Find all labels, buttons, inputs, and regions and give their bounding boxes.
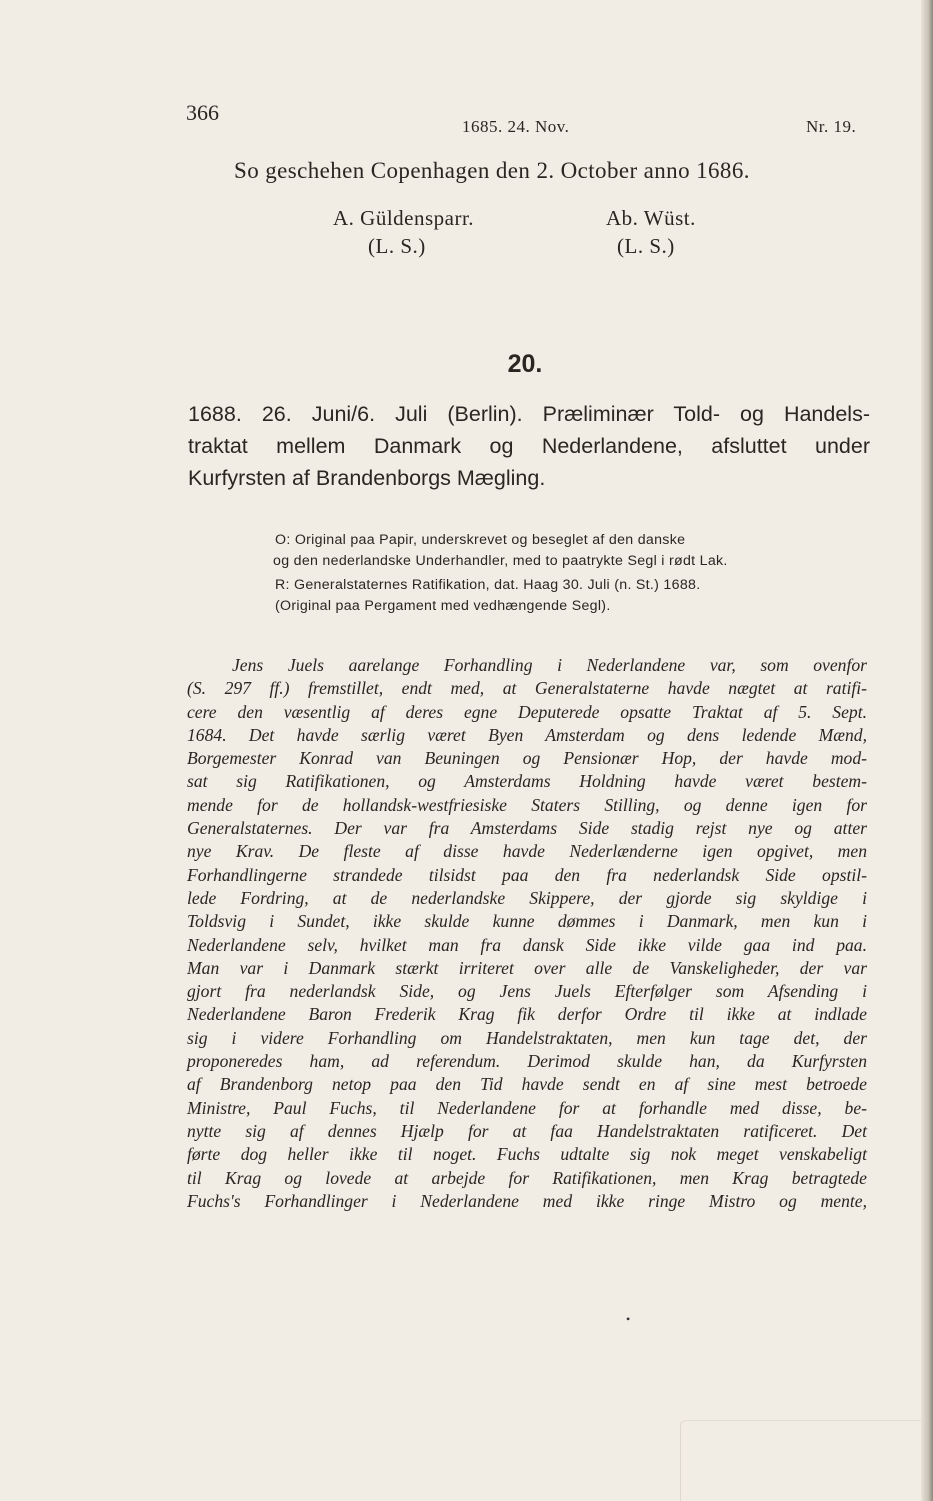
body-line: Generalstaternes. Der var fra Amsterdams Side stadig rejst nye og atter [187,818,867,839]
body-line: førte dog heller ikke til noget. Fuchs udtalte sig nok meget venskabeligt [187,1144,867,1165]
page-number: 366 [186,100,219,125]
body-line: sat sig Ratifikationen, og Amsterdams Holdning havde været bestem- [187,771,867,792]
body-line: Jens Juels aarelange Forhandling i Nederlandene var, som ovenfor [232,655,867,675]
body-line: Ministre, Paul Fuchs, til Nederlandene for at forhandle med disse, be- [187,1097,867,1118]
source-line: O: Original paa Papir, underskrevet og beseglet af den danske [275,532,686,548]
body-line: 1684. Det havde særlig været Byen Amsterdam og dens ledende Mænd, [187,724,867,745]
body-line: til Krag og lovede at arbejde for Ratifikationen, men Krag betragtede [187,1167,867,1188]
body-line: Man var i Danmark stærkt irriteret over alle de Vanskeligheder, der var [187,957,867,978]
document-heading [188,398,870,494]
signatory-name: Ab. Wüst. [606,206,696,230]
body-line: proponeredes ham, ad referendum. Derimod skulde han, da Kurfyrsten [187,1051,867,1072]
body-line: af Brandenborg netop paa den Tid havde sendt en af sine mest betroede [187,1074,867,1095]
heading-line: traktat mellem Danmark og Nederlandene, afsluttet under [188,434,870,458]
heading-line: Kurfyrsten af Brandenborgs Mægling. [188,466,546,490]
body-line: nytte sig af dennes Hjælp for at faa Handelstraktaten ratificeret. Det [187,1120,867,1141]
heading-line: 1688. 26. Juni/6. Juli (Berlin). Præliminær Told- og Handels- [188,402,870,426]
body-line: Forhandlingerne strandede tilsidst paa den fra nederlandsk Side opstil- [187,864,867,885]
closing-formula: So geschehen Copenhagen den 2. October anno 1686. [234,158,750,183]
body-line: Toldsvig i Sundet, ikke skulde kunne dømmes i Danmark, men kun i [187,911,867,932]
page-edge [921,0,933,1501]
body-line: Borgemester Konrad van Beuningen og Pensionær Hop, der havde mod- [187,748,867,769]
body-line: Fuchs's Forhandlinger i Nederlandene med ikke ringe Mistro og mente, [187,1190,867,1211]
source-notes [275,530,728,617]
body-line: gjort fra nederlandsk Side, og Jens Juels Efterfølger som Afsending i [187,981,867,1002]
header-document-nr: Nr. 19. [806,117,857,136]
signatory-seal: (L. S.) [617,234,675,258]
source-line: og den nederlandske Underhandler, med to paatrykte Segl i rødt Lak. [273,553,728,569]
body-line: sig i videre Forhandling om Handelstraktaten, men kun tage det, der [187,1027,867,1048]
body-line: Nederlandene selv, hvilket man fra dansk Side ikke vilde gaa ind paa. [187,934,867,955]
scan-artifact [680,1420,921,1501]
document-number: 20. [507,350,543,378]
body-line: cere den væsentlig af deres egne Deputerede opsatte Traktat af 5. Sept. [187,701,867,722]
header-date: 1685. 24. Nov. [462,117,570,136]
body-line: lede Fordring, at de nederlandske Skippere, der gjorde sig skyldige i [187,887,867,908]
source-line: R: Generalstaternes Ratifikation, dat. Haag 30. Juli (n. St.) 1688. [275,577,701,593]
body-line: Nederlandene Baron Frederik Krag fik derfor Ordre til ikke at indlade [187,1004,867,1025]
signatory-seal: (L. S.) [368,234,426,258]
body-line: mende for de hollandsk-westfriesiske Staters Stilling, og denne igen for [187,794,867,815]
signatory-name: A. Güldensparr. [333,206,475,230]
ink-speck: • [626,1312,631,1326]
body-line: (S. 297 ff.) fremstillet, endt med, at Generalstaterne havde nægtet at ratifi- [187,678,867,699]
source-line: (Original paa Pergament med vedhængende Segl). [275,598,611,614]
commentary-text [187,654,867,1213]
body-line: nye Krav. De fleste af disse havde Nederlænderne igen opgivet, men [187,841,867,862]
